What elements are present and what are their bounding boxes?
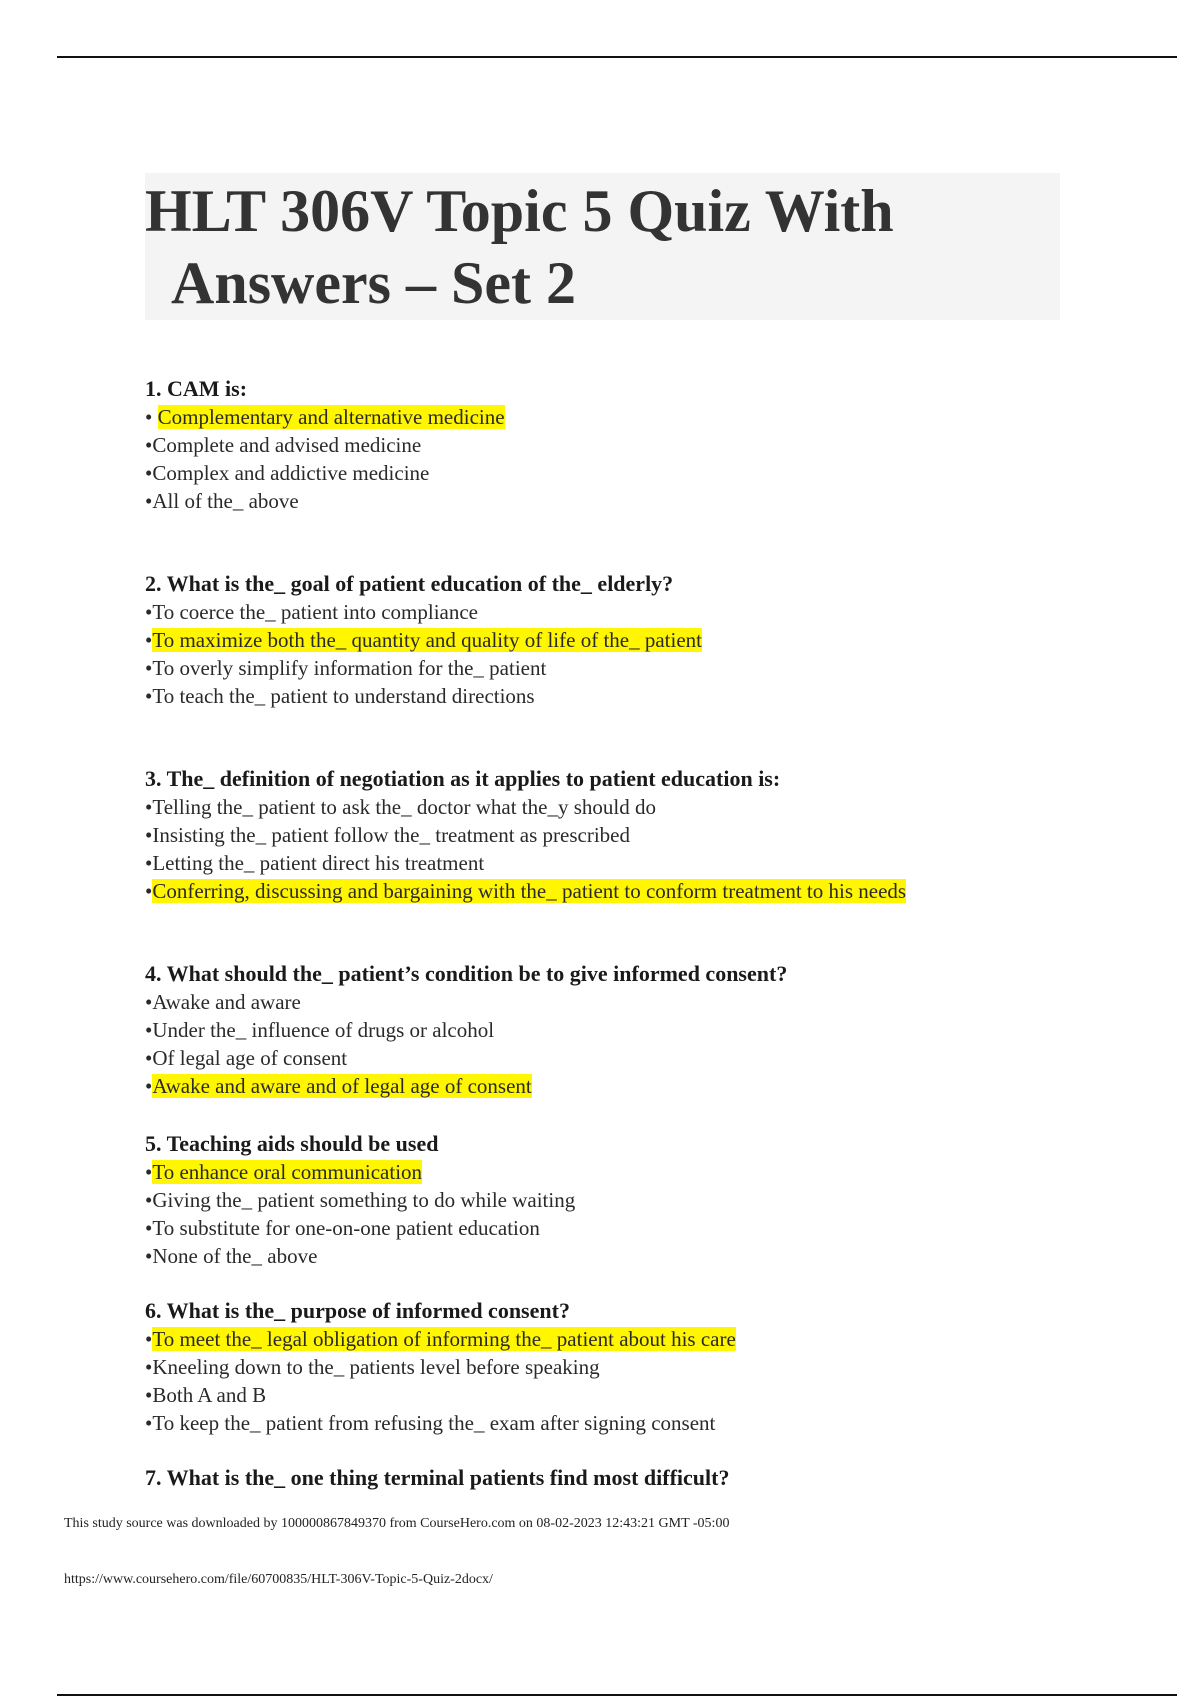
answer-text: To overly simplify information for the_ patient <box>152 656 547 680</box>
answer-text: Telling the_ patient to ask the_ doctor what the_y should do <box>152 795 656 819</box>
title-box <box>145 173 1060 320</box>
correct-answer-option <box>145 1072 1105 1100</box>
bullet: • <box>145 1411 153 1435</box>
answer-option <box>145 1409 1105 1437</box>
answer-text: Letting the_ patient direct his treatment <box>152 851 485 875</box>
bullet: • <box>145 1018 153 1042</box>
correct-answer-option <box>145 1158 1105 1186</box>
question-block <box>145 1130 1105 1270</box>
bullet: • <box>145 795 153 819</box>
answer-option <box>145 682 1105 710</box>
bullet: • <box>145 1160 153 1184</box>
bullet: • <box>145 851 153 875</box>
answer-option <box>145 431 1105 459</box>
bullet: • <box>145 879 153 903</box>
answer-option <box>145 1044 1105 1072</box>
bullet: • <box>145 1046 153 1070</box>
bullet: • <box>145 1383 153 1407</box>
answer-text: Of legal age of consent <box>152 1046 348 1070</box>
answer-option <box>145 1242 1105 1270</box>
answer-text: Under the_ influence of drugs or alcohol <box>152 1018 495 1042</box>
question-title: 6. What is the_ purpose of informed consent? <box>145 1298 570 1323</box>
answer-text: To keep the_ patient from refusing the_ exam after signing consent <box>152 1411 716 1435</box>
bullet: • <box>145 1074 153 1098</box>
bullet: • <box>145 433 153 457</box>
question-title: 7. What is the_ one thing terminal patients find most difficult? <box>145 1465 730 1490</box>
answer-option <box>145 1016 1105 1044</box>
bullet: • <box>145 461 153 485</box>
answer-text: Awake and aware <box>152 990 301 1014</box>
answer-option <box>145 487 1105 515</box>
answer-text: All of the_ above <box>152 489 299 513</box>
answer-option <box>145 849 1105 877</box>
correct-answer-option <box>145 877 1105 905</box>
answer-option <box>145 654 1105 682</box>
answer-option <box>145 459 1105 487</box>
correct-answer-option <box>145 403 1105 431</box>
question-title: 2. What is the_ goal of patient education of the_ elderly? <box>145 571 674 596</box>
answer-option <box>145 1381 1105 1409</box>
bullet: • <box>145 405 158 429</box>
bullet: • <box>145 823 153 847</box>
bullet: • <box>145 600 153 624</box>
answer-text: Giving the_ patient something to do while waiting <box>152 1188 576 1212</box>
answer-text: Kneeling down to the_ patients level before speaking <box>152 1355 600 1379</box>
bullet: • <box>145 1327 153 1351</box>
bullet: • <box>145 1216 153 1240</box>
question-title: 1. CAM is: <box>145 376 248 401</box>
question-block <box>145 570 1105 710</box>
answer-text: To teach the_ patient to understand directions <box>152 684 535 708</box>
answer-text: To substitute for one-on-one patient education <box>152 1216 540 1240</box>
bullet: • <box>145 628 153 652</box>
bullet: • <box>145 684 153 708</box>
bullet: • <box>145 990 153 1014</box>
bottom-rule <box>57 1694 1177 1696</box>
question-block <box>145 1297 1105 1437</box>
question-block <box>145 765 1105 905</box>
highlighted-answer-text: Complementary and alternative medicine <box>157 405 505 429</box>
highlighted-answer-text: Conferring, discussing and bargaining with the_ patient to conform treatment to his needs <box>152 879 907 903</box>
bullet: • <box>145 1355 153 1379</box>
document-title <box>145 173 1060 319</box>
title-line-2: Answers – Set 2 <box>171 250 576 316</box>
answer-text: Complex and addictive medicine <box>152 461 430 485</box>
question-block <box>145 1464 1105 1492</box>
question-title: 4. What should the_ patient’s condition be to give informed consent? <box>145 961 788 986</box>
answer-text: Both A and B <box>152 1383 267 1407</box>
download-source-note: This study source was downloaded by 100000867849370 from CourseHero.com on 08-02-2023 12:43:21 GMT -05:00 <box>64 1516 730 1531</box>
bullet: • <box>145 1244 153 1268</box>
answer-option <box>145 1353 1105 1381</box>
answer-text: Complete and advised medicine <box>152 433 422 457</box>
answer-text: Insisting the_ patient follow the_ treatment as prescribed <box>152 823 630 847</box>
bullet: • <box>145 1188 153 1212</box>
question-title: 3. The_ definition of negotiation as it applies to patient education is: <box>145 766 781 791</box>
correct-answer-option <box>145 626 1105 654</box>
highlighted-answer-text: To meet the_ legal obligation of informing the_ patient about his care <box>152 1327 736 1351</box>
bullet: • <box>145 489 153 513</box>
answer-option <box>145 1214 1105 1242</box>
highlighted-answer-text: To enhance oral communication <box>152 1160 423 1184</box>
download-url: https://www.coursehero.com/file/60700835/HLT-306V-Topic-5-Quiz-2docx/ <box>64 1572 493 1587</box>
highlighted-answer-text: To maximize both the_ quantity and quality of life of the_ patient <box>152 628 702 652</box>
question-block <box>145 375 1105 515</box>
question-title: 5. Teaching aids should be used <box>145 1131 439 1156</box>
answer-option <box>145 821 1105 849</box>
top-rule <box>57 56 1177 58</box>
correct-answer-option <box>145 1325 1105 1353</box>
answer-option <box>145 988 1105 1016</box>
answer-text: None of the_ above <box>152 1244 318 1268</box>
answer-text: To coerce the_ patient into compliance <box>152 600 479 624</box>
highlighted-answer-text: Awake and aware and of legal age of consent <box>152 1074 532 1098</box>
answer-option <box>145 598 1105 626</box>
title-line-1: HLT 306V Topic 5 Quiz With <box>145 178 894 244</box>
question-block <box>145 960 1105 1100</box>
answer-option <box>145 793 1105 821</box>
bullet: • <box>145 656 153 680</box>
answer-option <box>145 1186 1105 1214</box>
